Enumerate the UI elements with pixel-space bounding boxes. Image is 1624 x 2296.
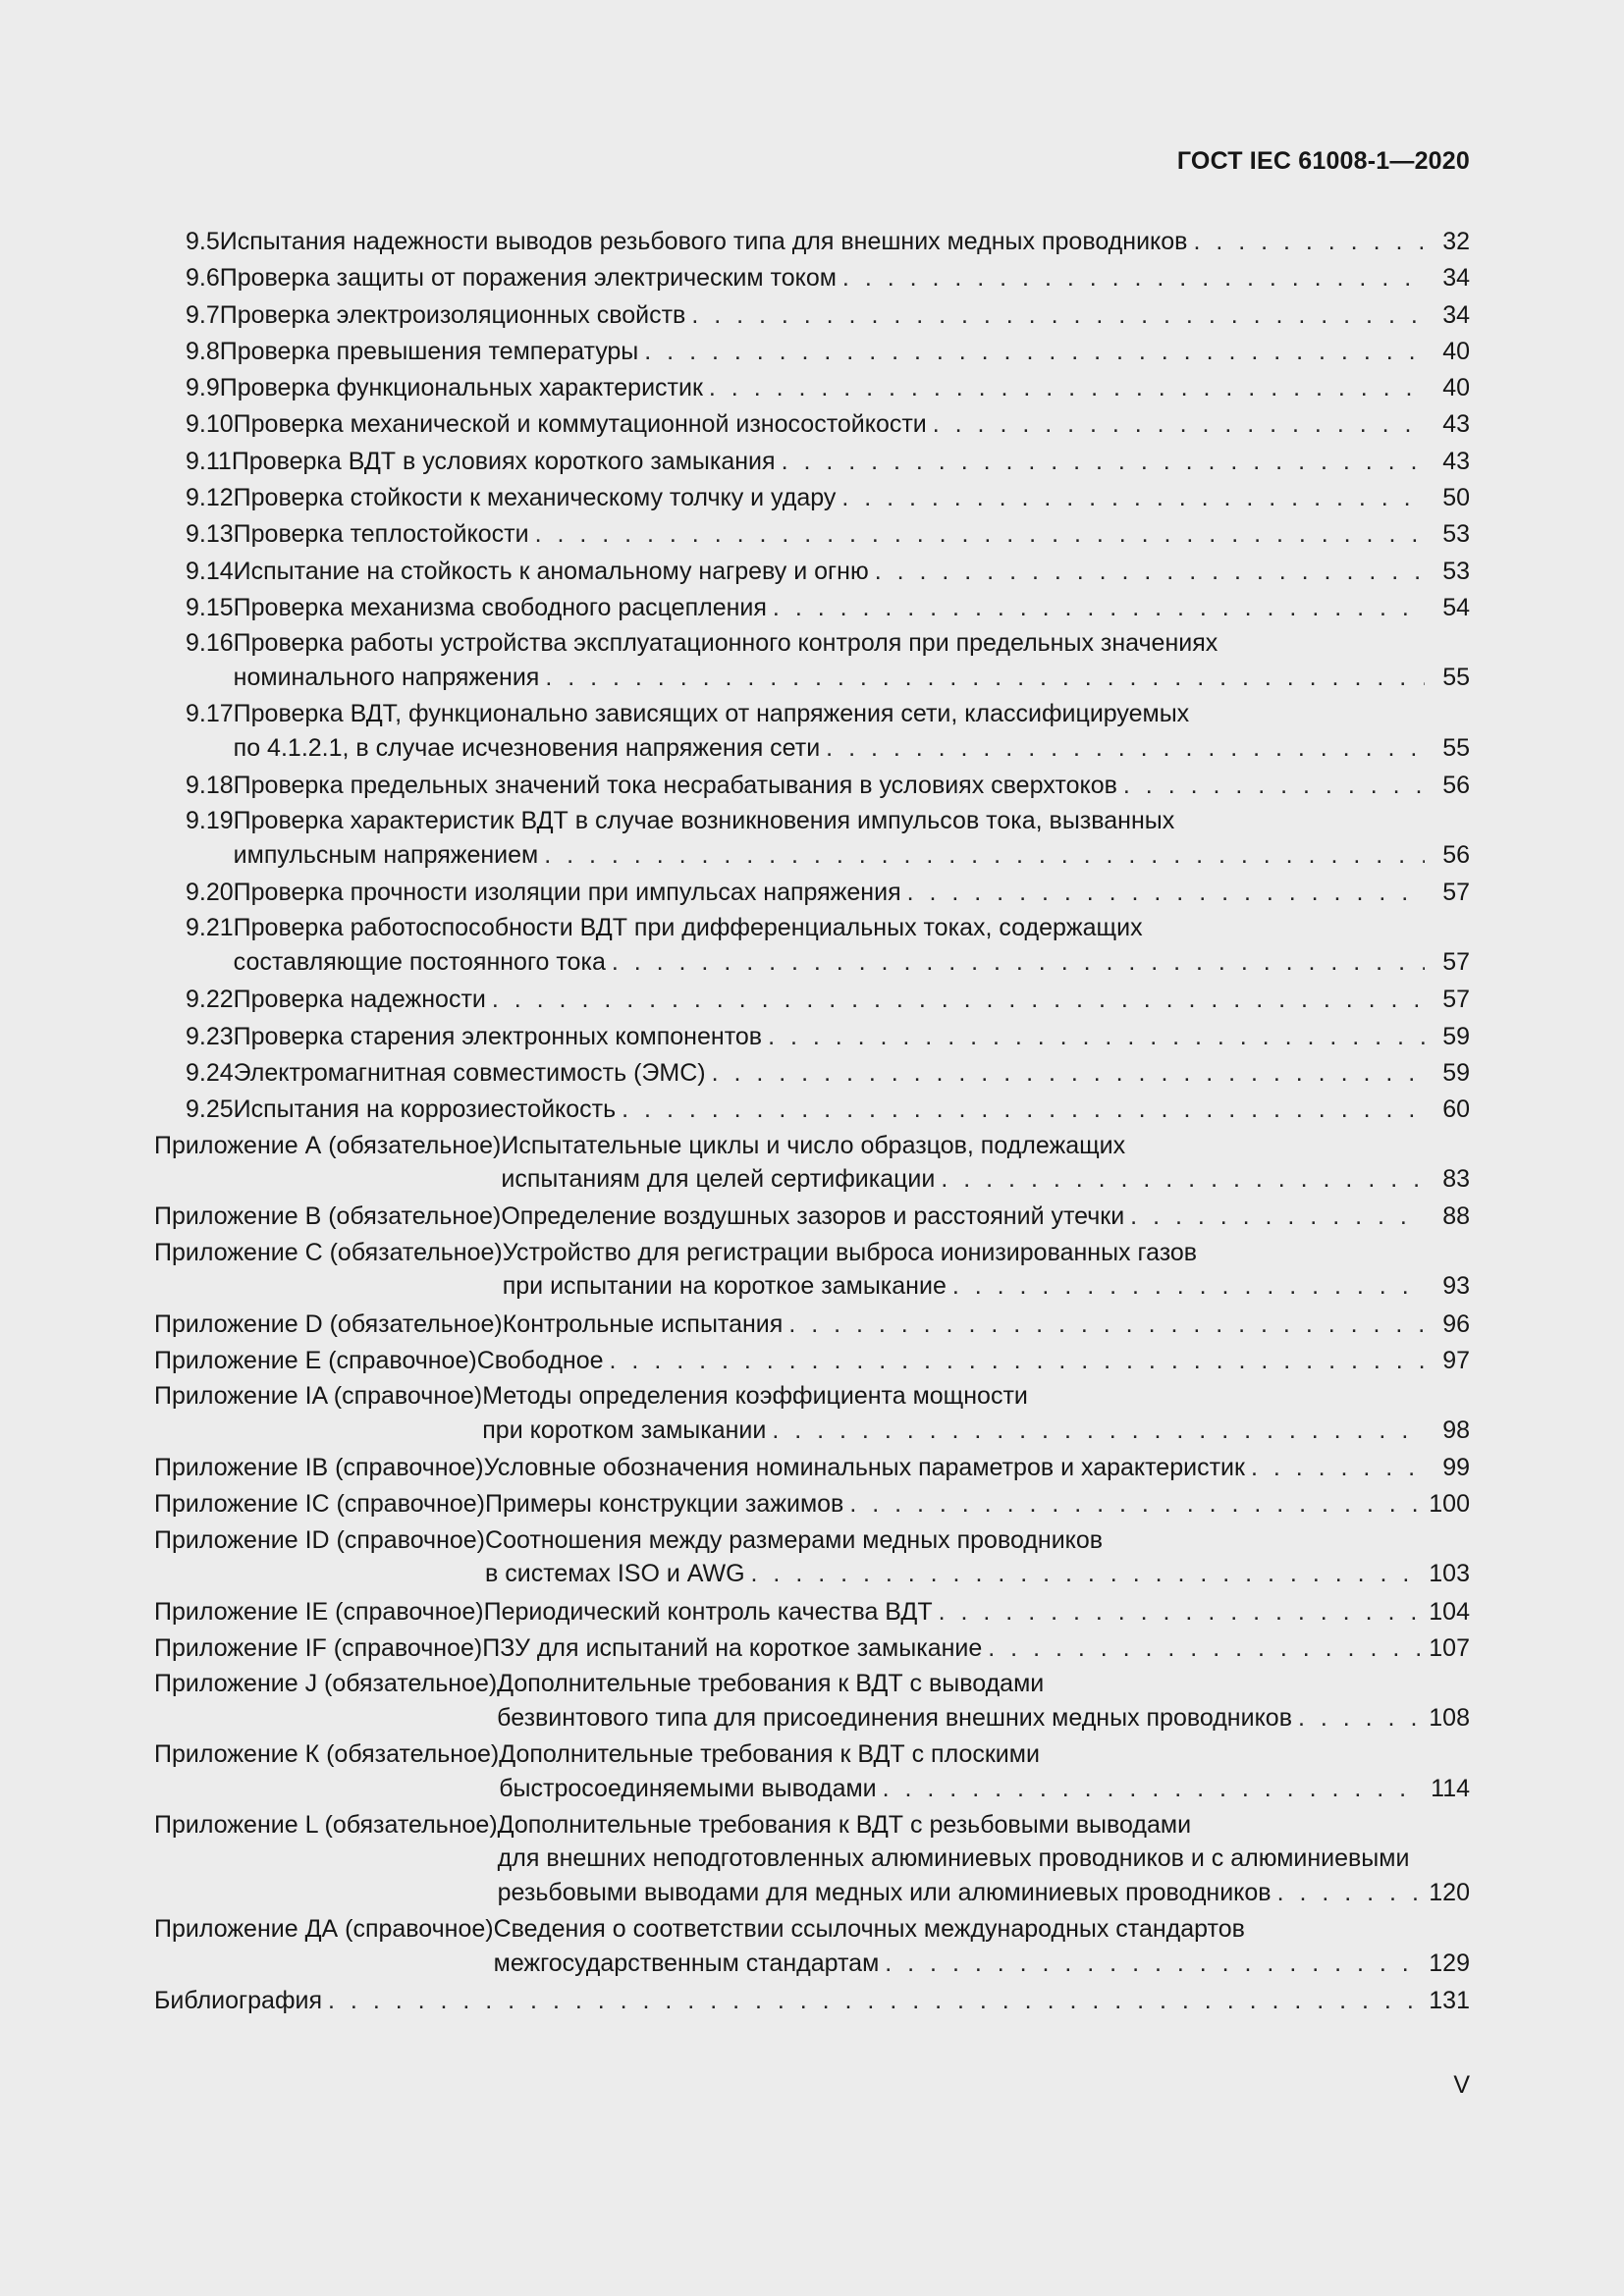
toc-leader-dots bbox=[712, 1055, 1425, 1092]
toc-entry-line bbox=[154, 1594, 1470, 1630]
toc-entry-page: 88 bbox=[1442, 1202, 1470, 1231]
toc-entry-title-continued: при коротком замыкании bbox=[482, 1415, 767, 1444]
toc-entry-title: Условные обозначения номинальных параметров и характеристик bbox=[483, 1454, 1245, 1482]
toc-entry-number: 9.15 bbox=[186, 593, 234, 621]
toc-entry[interactable] bbox=[154, 444, 1470, 480]
toc-entry[interactable] bbox=[154, 697, 1470, 765]
toc-entry-line bbox=[154, 260, 1470, 296]
toc-leader-dots bbox=[768, 1019, 1425, 1055]
toc-entry-number: Приложение В (обязательное) bbox=[154, 1202, 502, 1231]
toc-entry-page: 60 bbox=[1442, 1095, 1470, 1124]
document-header: ГОСТ IEC 61008-1—2020 bbox=[1176, 147, 1470, 175]
toc-leader-dots bbox=[1277, 1876, 1422, 1910]
toc-leader-dots bbox=[772, 1414, 1425, 1448]
toc-leader-dots bbox=[544, 838, 1425, 873]
toc-entry-page: 57 bbox=[1442, 948, 1470, 977]
toc-leader-dots bbox=[933, 406, 1425, 443]
toc-entry-title: Определение воздушных зазоров и расстояний утечки bbox=[501, 1202, 1125, 1231]
toc-entry-title: Проверка прочности изоляции при импульсах напряжения bbox=[233, 879, 901, 907]
table-of-contents bbox=[154, 224, 1470, 2020]
toc-entry-number: Приложение ID (справочное) bbox=[154, 1525, 486, 1554]
toc-entry-number: 9.5 bbox=[186, 228, 220, 255]
toc-leader-dots bbox=[1123, 768, 1425, 804]
toc-entry[interactable] bbox=[154, 297, 1470, 334]
toc-entry[interactable] bbox=[154, 1019, 1470, 1055]
toc-entry-title: Испытания на коррозиестойкость bbox=[233, 1095, 617, 1124]
toc-entry-line bbox=[154, 1199, 1470, 1235]
toc-entry-number: Приложение К (обязательное) bbox=[154, 1740, 500, 1768]
toc-entry-line bbox=[154, 731, 1470, 766]
toc-entry-number: Приложение IA (справочное) bbox=[154, 1382, 483, 1411]
toc-leader-dots bbox=[1193, 224, 1425, 260]
toc-entry[interactable] bbox=[154, 1808, 1470, 1910]
toc-entry-number: Приложение А (обязательное) bbox=[154, 1131, 502, 1159]
toc-entry-line bbox=[154, 1912, 1470, 1947]
toc-entry-page: 108 bbox=[1429, 1703, 1470, 1732]
toc-leader-dots bbox=[492, 982, 1425, 1018]
toc-entry[interactable] bbox=[154, 1630, 1470, 1667]
toc-entry-number: 9.10 bbox=[186, 410, 234, 439]
toc-entry[interactable] bbox=[154, 1199, 1470, 1235]
toc-entry-title: Сведения о соответствии ссылочных международных стандартов bbox=[493, 1915, 1245, 1944]
toc-entry-line bbox=[154, 1236, 1470, 1270]
toc-leader-dots bbox=[988, 1630, 1421, 1667]
toc-entry-line bbox=[154, 1450, 1470, 1486]
toc-entry[interactable] bbox=[154, 911, 1470, 979]
toc-entry-number: 9.14 bbox=[186, 557, 234, 585]
toc-entry-page: 40 bbox=[1442, 374, 1470, 402]
toc-entry-line bbox=[154, 1269, 1470, 1304]
toc-entry[interactable] bbox=[154, 590, 1470, 626]
toc-entry-page: 59 bbox=[1442, 1058, 1470, 1087]
toc-entry-number: 9.20 bbox=[186, 879, 234, 907]
toc-entry[interactable] bbox=[154, 768, 1470, 804]
toc-leader-dots bbox=[782, 444, 1425, 480]
toc-entry-page: 100 bbox=[1429, 1490, 1470, 1519]
toc-entry-number: 9.8 bbox=[186, 337, 220, 365]
toc-entry[interactable] bbox=[154, 1486, 1470, 1522]
toc-entry-line bbox=[154, 1667, 1470, 1701]
toc-entry-line bbox=[154, 1772, 1470, 1806]
toc-entry-number: 9.7 bbox=[186, 300, 220, 329]
toc-entry-page: 96 bbox=[1442, 1309, 1470, 1338]
toc-leader-dots bbox=[535, 516, 1425, 553]
toc-entry-line bbox=[154, 480, 1470, 516]
toc-entry-line bbox=[154, 1343, 1470, 1379]
toc-entry-title: Электромагнитная совместимость (ЭМС) bbox=[233, 1058, 706, 1087]
toc-leader-dots bbox=[751, 1557, 1422, 1591]
toc-entry-title-continued: резьбовыми выводами для медных или алюминиевых проводников bbox=[497, 1879, 1272, 1907]
toc-leader-dots bbox=[952, 1269, 1425, 1304]
toc-entry-title: Проверка стойкости к механическому толчку и удару bbox=[233, 484, 837, 512]
toc-entry-title: Проверка старения электронных компонентов bbox=[233, 1022, 763, 1050]
toc-leader-dots bbox=[841, 480, 1425, 516]
toc-entry-line bbox=[154, 1557, 1470, 1591]
toc-entry-title-continued: номинального напряжения bbox=[233, 663, 540, 691]
toc-entry-page: 56 bbox=[1442, 772, 1470, 800]
toc-entry-number: 9.12 bbox=[186, 484, 234, 512]
toc-entry[interactable] bbox=[154, 626, 1470, 694]
toc-entry-title: Проверка превышения температуры bbox=[219, 337, 639, 365]
toc-entry-title: Проверка ВДТ в условиях короткого замыкания bbox=[231, 447, 776, 475]
toc-entry-title-continued: межгосударственным стандартам bbox=[493, 1949, 880, 1977]
toc-entry-page: 40 bbox=[1442, 337, 1470, 365]
toc-entry-number: Приложение IB (справочное) bbox=[154, 1454, 484, 1482]
toc-leader-dots bbox=[328, 1983, 1421, 2019]
toc-entry-title-continued: безвинтового типа для присоединения внешних медных проводников bbox=[497, 1703, 1292, 1732]
toc-entry-line bbox=[154, 1876, 1470, 1910]
toc-entry-line bbox=[154, 982, 1470, 1018]
toc-entry-number: 9.25 bbox=[186, 1095, 234, 1124]
toc-entry-line bbox=[154, 1983, 1470, 2019]
toc-leader-dots bbox=[644, 334, 1425, 370]
toc-leader-dots bbox=[885, 1947, 1421, 1981]
toc-entry-line bbox=[154, 626, 1470, 661]
toc-entry-line bbox=[154, 1486, 1470, 1522]
toc-entry-line bbox=[154, 1162, 1470, 1197]
toc-entry[interactable] bbox=[154, 516, 1470, 553]
toc-entry-line bbox=[154, 1523, 1470, 1558]
toc-entry-line bbox=[154, 516, 1470, 553]
toc-entry-line bbox=[154, 1737, 1470, 1772]
toc-entry-line bbox=[154, 1701, 1470, 1735]
toc-entry-title-continued: при испытании на короткое замыкание bbox=[502, 1272, 947, 1301]
toc-entry-page: 54 bbox=[1442, 593, 1470, 621]
toc-entry-page: 59 bbox=[1442, 1022, 1470, 1050]
toc-entry-title-continued: по 4.1.2.1, в случае исчезновения напряжения сети bbox=[233, 733, 821, 762]
toc-entry-number: Приложение Е (справочное) bbox=[154, 1346, 477, 1374]
toc-entry-number: 9.24 bbox=[186, 1058, 234, 1087]
toc-leader-dots bbox=[691, 297, 1425, 334]
toc-leader-dots bbox=[788, 1307, 1425, 1343]
toc-entry-page: 107 bbox=[1429, 1633, 1470, 1662]
toc-entry[interactable] bbox=[154, 1092, 1470, 1128]
toc-entry-line bbox=[154, 1842, 1470, 1876]
toc-entry-title: Проверка защиты от поражения электрическим током bbox=[219, 264, 837, 293]
page-number: V bbox=[1453, 2071, 1470, 2099]
toc-entry-title-continued: импульсным напряжением bbox=[233, 840, 539, 869]
toc-leader-dots bbox=[612, 945, 1425, 980]
toc-leader-dots bbox=[907, 875, 1425, 911]
toc-entry-page: 57 bbox=[1442, 879, 1470, 907]
toc-entry-line bbox=[154, 444, 1470, 480]
toc-entry-line bbox=[154, 1630, 1470, 1667]
toc-entry-line bbox=[154, 1307, 1470, 1343]
toc-entry-line bbox=[154, 370, 1470, 406]
toc-entry-line bbox=[154, 297, 1470, 334]
toc-entry-page: 57 bbox=[1442, 986, 1470, 1014]
toc-entry-page: 99 bbox=[1442, 1454, 1470, 1482]
toc-entry[interactable] bbox=[154, 334, 1470, 370]
toc-entry-page: 56 bbox=[1442, 840, 1470, 869]
toc-entry-title: ПЗУ для испытаний на короткое замыкание bbox=[482, 1633, 983, 1662]
toc-entry-number: 9.13 bbox=[186, 520, 234, 549]
toc-entry-number: 9.23 bbox=[186, 1022, 234, 1050]
toc-entry-title: Испытания надежности выводов резьбового типа для внешних медных проводников bbox=[219, 228, 1188, 255]
toc-entry-line bbox=[154, 1947, 1470, 1981]
toc-leader-dots bbox=[849, 1486, 1421, 1522]
toc-entry-page: 93 bbox=[1442, 1272, 1470, 1301]
toc-entry-title-continued: быстросоединяемыми выводами bbox=[499, 1774, 877, 1802]
toc-entry-page: 131 bbox=[1429, 1987, 1470, 2015]
toc-entry-line bbox=[154, 590, 1470, 626]
toc-entry[interactable] bbox=[154, 1236, 1470, 1304]
toc-entry-title: Свободное bbox=[476, 1346, 604, 1374]
toc-entry[interactable] bbox=[154, 370, 1470, 406]
toc-entry[interactable] bbox=[154, 1983, 1470, 2019]
toc-entry-title-continued: для внешних неподготовленных алюминиевых проводников и с алюминиевыми bbox=[497, 1844, 1410, 1873]
toc-entry[interactable] bbox=[154, 1594, 1470, 1630]
toc-entry-title: Методы определения коэффициента мощности bbox=[482, 1382, 1028, 1411]
toc-entry-number: Приложение J (обязательное) bbox=[154, 1670, 498, 1698]
toc-entry-page: 50 bbox=[1442, 484, 1470, 512]
toc-leader-dots bbox=[875, 554, 1425, 590]
toc-entry-title-continued: в системах ISO и AWG bbox=[485, 1560, 745, 1588]
toc-entry-line bbox=[154, 911, 1470, 945]
toc-entry-line bbox=[154, 804, 1470, 838]
toc-leader-dots bbox=[883, 1772, 1424, 1806]
toc-entry-number: 9.21 bbox=[186, 914, 234, 942]
toc-leader-dots bbox=[622, 1092, 1425, 1128]
toc-entry-page: 104 bbox=[1429, 1597, 1470, 1626]
toc-entry-line bbox=[154, 1092, 1470, 1128]
toc-entry-line bbox=[154, 1379, 1470, 1414]
toc-entry-page: 34 bbox=[1442, 264, 1470, 293]
toc-entry-line bbox=[154, 838, 1470, 873]
toc-entry-title: Испытание на стойкость к аномальному нагреву и огню bbox=[233, 557, 869, 585]
toc-entry-page: 55 bbox=[1442, 663, 1470, 691]
toc-entry-title: Проверка ВДТ, функционально зависящих от напряжения сети, классифицируемых bbox=[233, 700, 1190, 728]
toc-leader-dots bbox=[1130, 1199, 1425, 1235]
toc-entry-number: 9.16 bbox=[186, 629, 234, 658]
toc-entry-title: Проверка функциональных характеристик bbox=[219, 374, 703, 402]
toc-entry-number: 9.18 bbox=[186, 772, 234, 800]
toc-entry-page: 32 bbox=[1442, 228, 1470, 255]
toc-entry[interactable] bbox=[154, 1055, 1470, 1092]
toc-entry-page: 53 bbox=[1442, 557, 1470, 585]
toc-entry-title: Периодический контроль качества ВДТ bbox=[483, 1597, 933, 1626]
toc-entry-title: Дополнительные требования к ВДТ с резьбовыми выводами bbox=[497, 1810, 1192, 1839]
toc-entry-title: Проверка электроизоляционных свойств bbox=[219, 300, 686, 329]
toc-entry-line bbox=[154, 768, 1470, 804]
toc-entry-line bbox=[154, 875, 1470, 911]
toc-entry-title: Проверка механической и коммутационной износостойкости bbox=[233, 410, 927, 439]
toc-entry-line bbox=[154, 945, 1470, 980]
toc-entry-page: 83 bbox=[1442, 1165, 1470, 1194]
toc-entry[interactable] bbox=[154, 1379, 1470, 1447]
toc-entry-page: 43 bbox=[1442, 410, 1470, 439]
toc-entry-title: Устройство для регистрации выброса ионизированных газов bbox=[502, 1238, 1198, 1266]
toc-entry-line bbox=[154, 661, 1470, 695]
toc-entry-title: Проверка теплостойкости bbox=[233, 520, 529, 549]
toc-entry[interactable] bbox=[154, 1450, 1470, 1486]
toc-entry[interactable] bbox=[154, 1343, 1470, 1379]
toc-leader-dots bbox=[610, 1343, 1425, 1379]
toc-entry[interactable] bbox=[154, 982, 1470, 1018]
toc-entry-line bbox=[154, 697, 1470, 731]
toc-entry-title-continued: испытаниям для целей сертификации bbox=[501, 1165, 936, 1194]
toc-leader-dots bbox=[941, 1162, 1425, 1197]
toc-leader-dots bbox=[1251, 1450, 1425, 1486]
toc-entry-page: 53 bbox=[1442, 520, 1470, 549]
toc-entry-line bbox=[154, 1019, 1470, 1055]
toc-entry-page: 120 bbox=[1429, 1879, 1470, 1907]
toc-entry-title: Проверка механизма свободного расцепления bbox=[233, 593, 767, 621]
toc-entry-line bbox=[154, 554, 1470, 590]
toc-entry-page: 34 bbox=[1442, 300, 1470, 329]
toc-entry[interactable] bbox=[154, 406, 1470, 443]
toc-entry-number: 9.22 bbox=[186, 986, 234, 1014]
toc-entry-page: 55 bbox=[1442, 733, 1470, 762]
toc-leader-dots bbox=[545, 661, 1425, 695]
toc-entry-title-continued: составляющие постоянного тока bbox=[233, 948, 606, 977]
toc-entry-number: Приложение L (обязательное) bbox=[154, 1810, 498, 1839]
toc-entry-page: 97 bbox=[1442, 1346, 1470, 1374]
toc-entry-title: Дополнительные требования к ВДТ с выводами bbox=[497, 1670, 1045, 1698]
toc-entry[interactable] bbox=[154, 1523, 1470, 1591]
toc-entry-number: Приложение ДА (справочное) bbox=[154, 1915, 494, 1944]
toc-entry-number: Приложение IF (справочное) bbox=[154, 1633, 483, 1662]
toc-leader-dots bbox=[842, 260, 1425, 296]
toc-entry-number: Приложение IE (справочное) bbox=[154, 1597, 484, 1626]
toc-entry-page: 129 bbox=[1429, 1949, 1470, 1977]
toc-entry[interactable] bbox=[154, 554, 1470, 590]
toc-entry-line bbox=[154, 224, 1470, 260]
toc-entry-page: 98 bbox=[1442, 1415, 1470, 1444]
toc-entry[interactable] bbox=[154, 875, 1470, 911]
toc-entry-number: 9.6 bbox=[186, 264, 220, 293]
toc-entry-line bbox=[154, 1129, 1470, 1163]
toc-leader-dots bbox=[773, 590, 1425, 626]
toc-leader-dots bbox=[939, 1594, 1422, 1630]
toc-entry-title: Испытательные циклы и число образцов, подлежащих bbox=[501, 1131, 1126, 1159]
toc-entry-title: Дополнительные требования к ВДТ с плоскими bbox=[499, 1740, 1040, 1768]
toc-entry-title: Контрольные испытания bbox=[502, 1309, 784, 1338]
toc-entry-line bbox=[154, 1414, 1470, 1448]
toc-entry-page: 43 bbox=[1442, 447, 1470, 475]
toc-entry[interactable] bbox=[154, 804, 1470, 872]
toc-entry-title: Проверка работы устройства эксплуатационного контроля при предельных значениях bbox=[233, 629, 1218, 658]
toc-entry[interactable] bbox=[154, 224, 1470, 260]
toc-entry-title: Соотношения между размерами медных проводников bbox=[485, 1525, 1104, 1554]
toc-entry-title: Проверка работоспособности ВДТ при дифференциальных токах, содержащих bbox=[233, 914, 1143, 942]
toc-leader-dots bbox=[1298, 1701, 1421, 1735]
toc-entry-line bbox=[154, 1055, 1470, 1092]
toc-entry-number: 9.9 bbox=[186, 374, 220, 402]
toc-entry[interactable] bbox=[154, 1129, 1470, 1197]
toc-entry-line bbox=[154, 334, 1470, 370]
toc-entry[interactable] bbox=[154, 1912, 1470, 1980]
toc-leader-dots bbox=[709, 370, 1425, 406]
toc-entry[interactable] bbox=[154, 480, 1470, 516]
toc-entry-number: 9.11 bbox=[186, 447, 232, 475]
toc-entry-title: Примеры конструкции зажимов bbox=[485, 1490, 844, 1519]
toc-entry[interactable] bbox=[154, 1307, 1470, 1343]
toc-entry[interactable] bbox=[154, 1737, 1470, 1805]
toc-entry-line bbox=[154, 1808, 1470, 1842]
toc-entry-number: Приложение D (обязательное) bbox=[154, 1309, 503, 1338]
toc-entry-number: 9.19 bbox=[186, 807, 234, 835]
toc-entry-title: Библиография bbox=[154, 1987, 323, 2015]
toc-entry-number: Приложение С (обязательное) bbox=[154, 1238, 503, 1266]
toc-entry-page: 103 bbox=[1429, 1560, 1470, 1588]
toc-entry-page: 114 bbox=[1431, 1774, 1470, 1802]
toc-entry-line bbox=[154, 406, 1470, 443]
toc-entry-number: 9.17 bbox=[186, 700, 234, 728]
toc-entry-title: Проверка надежности bbox=[233, 986, 486, 1014]
toc-entry-title: Проверка характеристик ВДТ в случае возникновения импульсов тока, вызванных bbox=[233, 807, 1175, 835]
toc-entry-number: Приложение IC (справочное) bbox=[154, 1490, 486, 1519]
toc-entry[interactable] bbox=[154, 260, 1470, 296]
toc-leader-dots bbox=[826, 731, 1425, 766]
toc-entry-title: Проверка предельных значений тока несрабатывания в условиях сверхтоков bbox=[233, 772, 1117, 800]
toc-entry[interactable] bbox=[154, 1667, 1470, 1735]
